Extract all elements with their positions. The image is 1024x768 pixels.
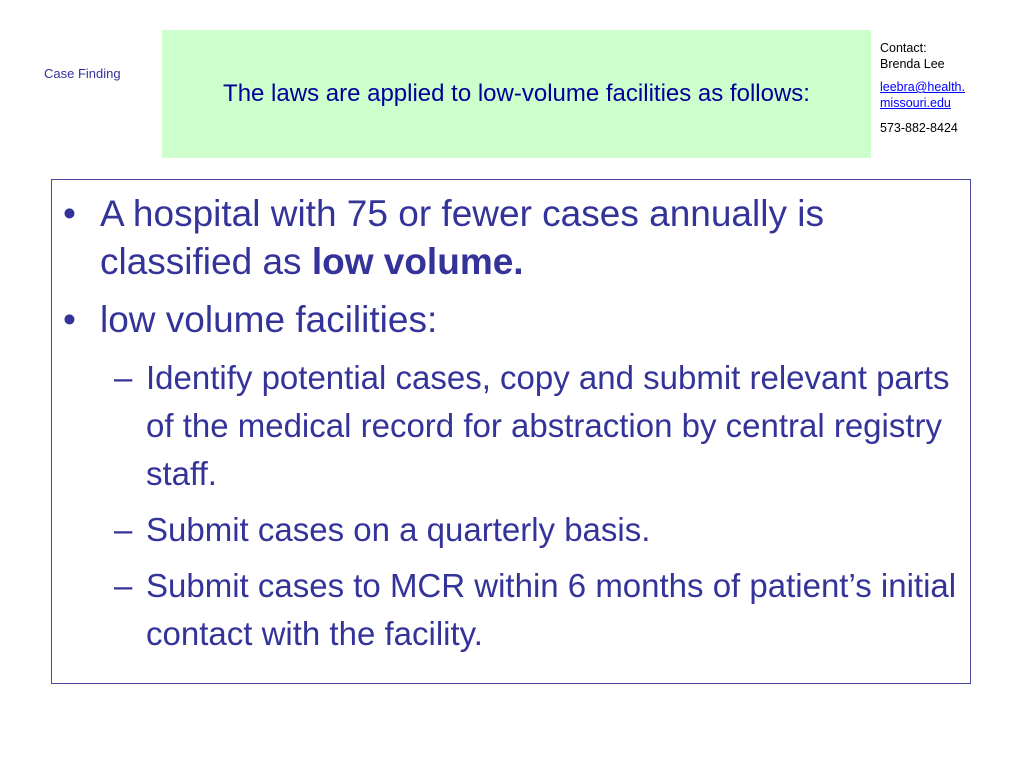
dash-icon: – bbox=[114, 359, 133, 396]
contact-block bbox=[880, 40, 1020, 136]
bullet-item-low-volume-facilities bbox=[52, 296, 970, 344]
email-line-2: missouri.edu bbox=[880, 96, 951, 110]
contact-email-link[interactable] bbox=[880, 79, 1020, 111]
dash-icon: – bbox=[114, 567, 133, 604]
sub-bullet-text: Submit cases to MCR within 6 months of patient’s initial contact with the facility. bbox=[146, 567, 957, 652]
slide-title: The laws are applied to low-volume facilities as follows: bbox=[223, 79, 810, 107]
contact-label: Contact: bbox=[880, 41, 927, 55]
contact-phone: 573-882-8424 bbox=[880, 121, 958, 135]
sub-bullet-item bbox=[52, 506, 970, 554]
content-box bbox=[51, 179, 971, 684]
sub-bullet-text: Submit cases on a quarterly basis. bbox=[146, 511, 651, 548]
contact-name: Brenda Lee bbox=[880, 57, 945, 71]
bullet-text: low volume facilities: bbox=[100, 299, 438, 340]
bullet-icon: • bbox=[63, 193, 76, 234]
email-line-1: leebra@health. bbox=[880, 80, 965, 94]
bullet-item-low-volume-definition bbox=[52, 190, 970, 286]
sub-bullet-list bbox=[52, 354, 970, 658]
sub-bullet-item bbox=[52, 354, 970, 498]
title-banner bbox=[162, 30, 871, 158]
sub-bullet-item bbox=[52, 562, 970, 658]
bullet-text: A hospital with 75 or fewer cases annually is classified as bbox=[100, 193, 824, 282]
sub-bullet-group bbox=[52, 354, 970, 658]
bullet-bold-text: low volume. bbox=[311, 241, 524, 282]
sub-bullet-text: Identify potential cases, copy and submit relevant parts of the medical record for abstraction by central registry staff. bbox=[146, 359, 950, 492]
bullet-list bbox=[52, 190, 970, 666]
section-label: Case Finding bbox=[44, 66, 121, 81]
dash-icon: – bbox=[114, 511, 133, 548]
bullet-icon: • bbox=[63, 299, 76, 340]
